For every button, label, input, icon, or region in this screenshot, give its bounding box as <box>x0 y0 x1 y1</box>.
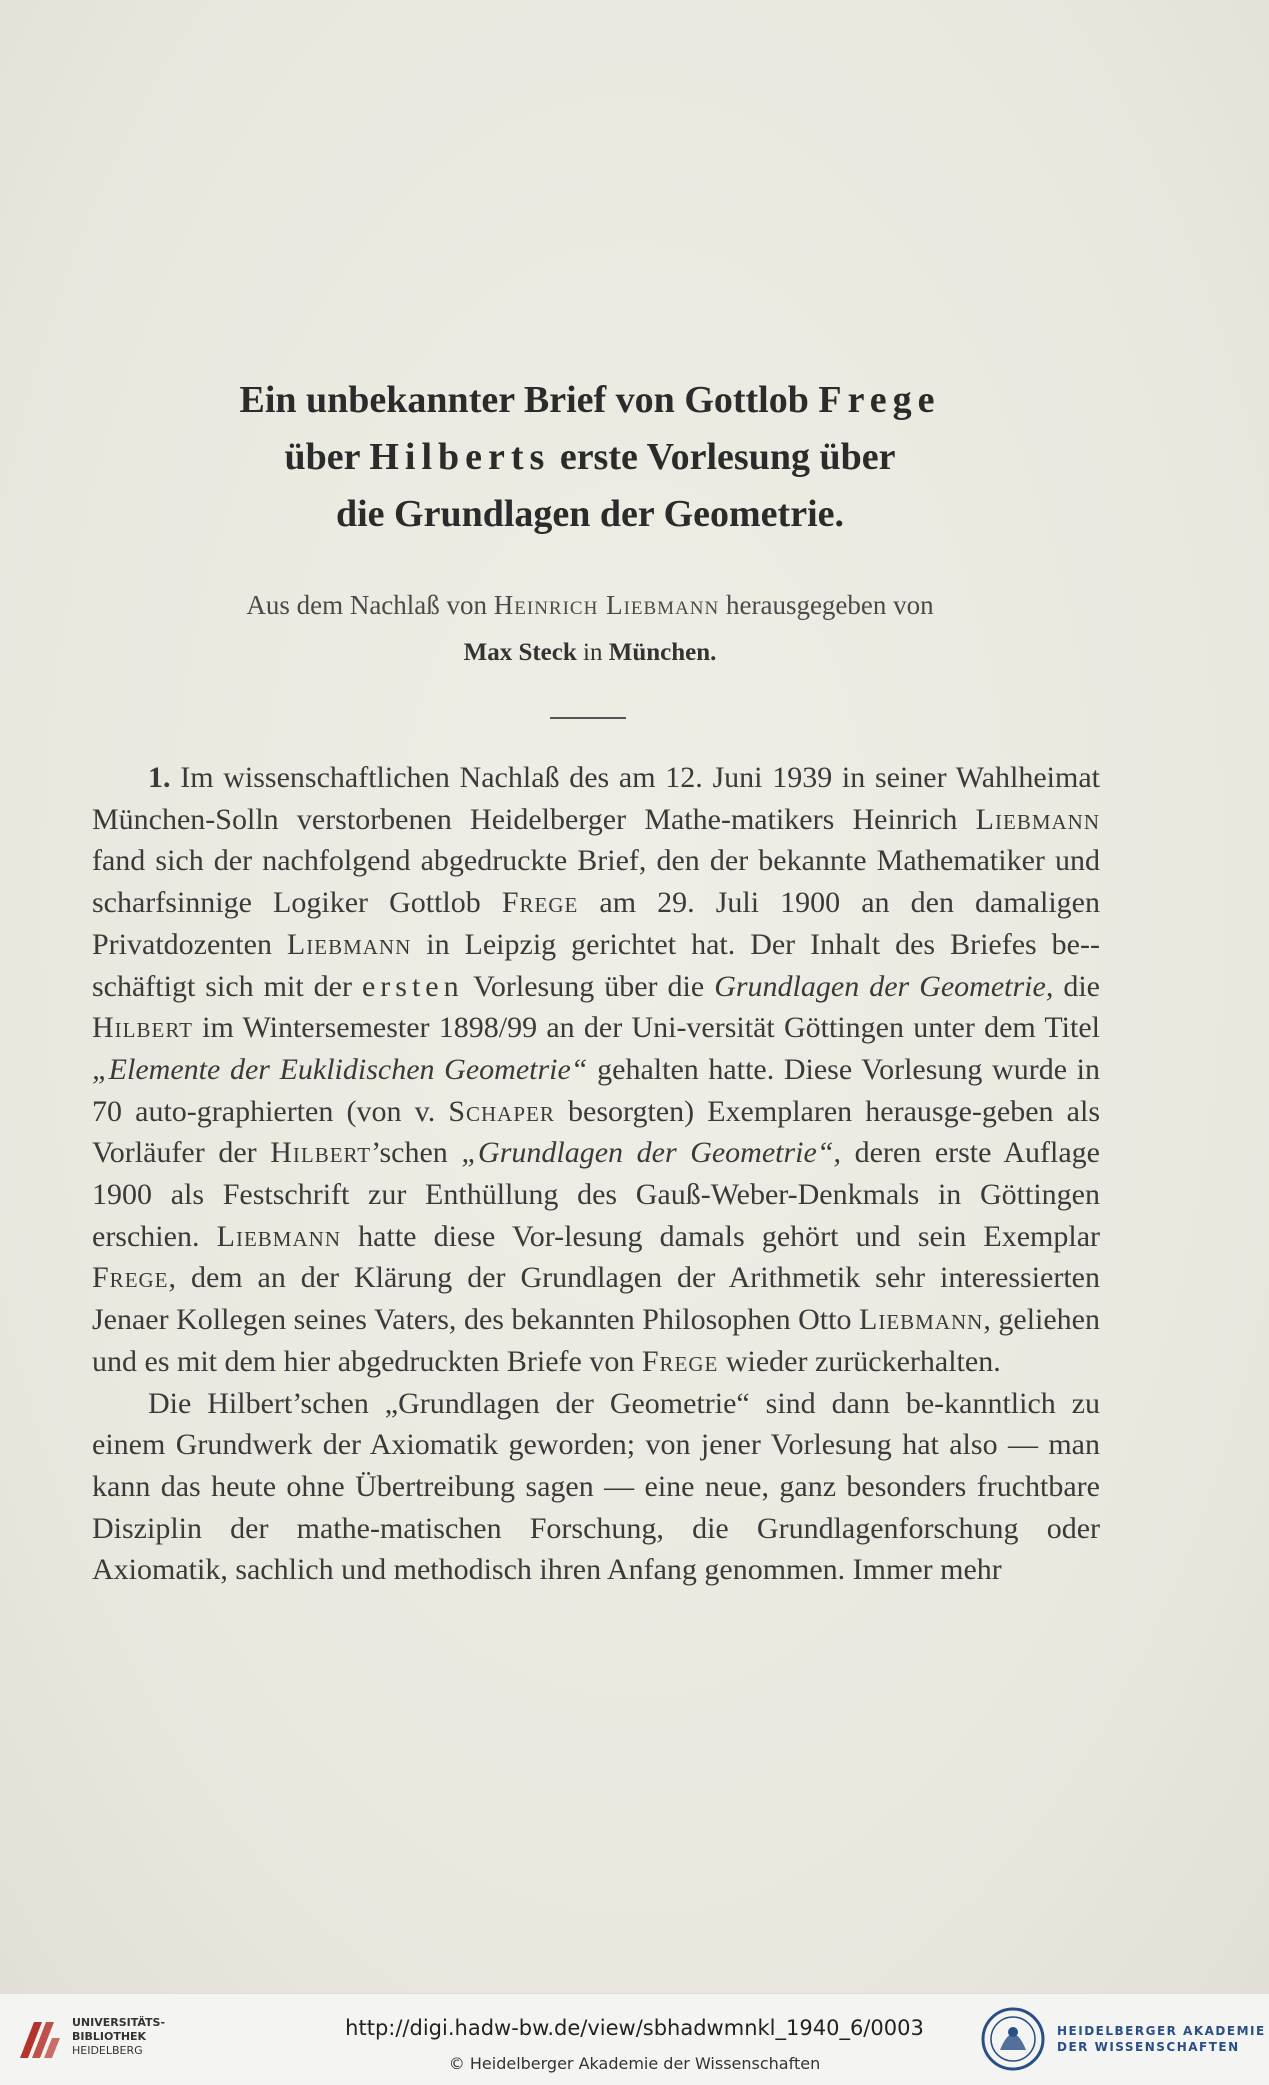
name-small-caps: Hilbert <box>92 1011 193 1045</box>
title-line-3: die Grundlagen der Geometrie. <box>335 493 844 535</box>
paragraph-1 <box>92 757 1100 1383</box>
text: wieder zurückerhalten. <box>718 1344 1001 1378</box>
author-text: in <box>576 639 609 666</box>
copyright-notice: © Heidelberger Akademie der Wissenschaften <box>448 2054 821 2073</box>
text: gehalten hatte. Diese Vorlesung wurde in 70 auto-graphierten (von v. <box>92 1052 1100 1128</box>
uni-line: BIBLIOTHEK <box>72 2030 147 2043</box>
subtitle-name: Heinrich Liebmann <box>493 590 720 620</box>
text: fand sich der nachfolgend abgedruckte Brief, den der bekannte Mathematiker und scharfsinnige Logiker Gottlob <box>92 844 1100 920</box>
viewer-footer <box>0 1993 1269 2085</box>
academy-line: HEIDELBERGER AKADEMIE <box>1057 2024 1266 2038</box>
author-place: München. <box>608 639 717 666</box>
name-small-caps: Frege <box>641 1344 719 1378</box>
text: besorgten) Exemplaren herausge-geben als Vorläufer der <box>92 1094 1100 1170</box>
title-name-frege: Frege <box>818 379 941 421</box>
academy-line: DER WISSENSCHAFTEN <box>1057 2040 1240 2054</box>
paragraph-2: Die Hilbert’schen „Grundlagen der Geometrie“ sind dann be-kanntlich zu einem Grundwerk der Axiomatik geworden; von jener Vorlesung hat also — man kann das heute ohne Übertreibung sagen — eine neue, ganz besonders fruchtbare Disziplin der mathe-matischen Forschung, die Grundlagenforschung oder Axiomatik, sachlich und methodisch ihren Anfang genommen. Immer mehr <box>92 1386 1100 1587</box>
uni-line: UNIVERSITÄTS- <box>72 2016 166 2029</box>
emphasis-italic: „Grundlagen der Geometrie“, <box>461 1136 842 1170</box>
separator-rule <box>550 717 626 719</box>
name-small-caps: Liebmann <box>859 1303 984 1337</box>
uni-line: HEIDELBERG <box>72 2044 143 2057</box>
name-small-caps: Liebmann <box>286 927 412 961</box>
text: im Wintersemester 1898/99 an der Uni-versität Göttingen unter dem Titel <box>192 1011 1100 1045</box>
name-small-caps: Schaper <box>448 1094 555 1128</box>
name-small-caps: Hilbert <box>270 1136 372 1170</box>
text: , geliehen und es mit dem hier abgedruckten Briefe von <box>92 1303 1100 1378</box>
text: Im wissenschaftlichen Nachlaß des am 12. Juni 1939 in seiner Wahlheimat München-Solln verstorbenen Heidelberger Mathe-matikers Heinrich <box>92 761 1100 836</box>
name-small-caps: Liebmann <box>216 1219 341 1253</box>
body-text <box>92 757 1100 1591</box>
permalink-url[interactable]: http://digi.hadw-bw.de/view/sbhadwmnkl_1940_6/0003 <box>345 2016 924 2040</box>
text: deren erste Auflage 1900 als Festschrift zur Enthüllung des Gauß-Weber-Denkmals in Göttingen erschien. <box>92 1136 1100 1253</box>
title-text: erste Vorlesung über <box>550 436 896 478</box>
text: , dem an der Klärung der Grundlagen der Arithmetik sehr interessierten Jenaer Kollegen seines Vaters, des bekannten Philosophen Otto <box>92 1261 1100 1337</box>
author-name: Max Steck <box>463 639 577 666</box>
name-small-caps: Frege <box>92 1261 169 1295</box>
title-name-hilbert: Hilberts <box>369 436 551 478</box>
section-number: 1. <box>148 761 171 794</box>
title-text: über <box>284 436 370 478</box>
subtitle-text: Aus dem Nachlaß von <box>246 590 494 620</box>
title-line-1 <box>0 372 1180 429</box>
title-line-2 <box>0 429 1180 486</box>
text: die <box>1053 969 1100 1003</box>
article-title <box>0 372 1180 543</box>
name-small-caps: Frege <box>501 886 579 920</box>
emphasis-italic: „Elemente der Euklidischen Geometrie“ <box>92 1052 588 1086</box>
emphasis-italic: Grundlagen der Geometrie, <box>714 969 1054 1003</box>
text: am 29. Juli 1900 an den damaligen Privatdozenten <box>92 886 1100 961</box>
text: in Leipzig gerichtet hat. Der Inhalt des Briefes be-schäftigt sich mit der <box>92 927 1100 1003</box>
text: hatte diese Vor-lesung damals gehört und sein Exemplar <box>340 1219 1100 1253</box>
subtitle-text: herausgegeben von <box>719 590 934 620</box>
academy-seal-icon <box>980 2006 1046 2072</box>
academy-name <box>1057 2023 1266 2055</box>
emphasis-spaced: ersten <box>361 969 464 1003</box>
text: Vorlesung über die <box>463 969 715 1003</box>
editor-note <box>0 590 1180 621</box>
name-small-caps: Liebmann <box>975 802 1100 836</box>
text: ’schen <box>371 1136 462 1170</box>
title-text: Ein unbekannter Brief von Gottlob <box>239 379 819 421</box>
author-line <box>0 639 1180 667</box>
